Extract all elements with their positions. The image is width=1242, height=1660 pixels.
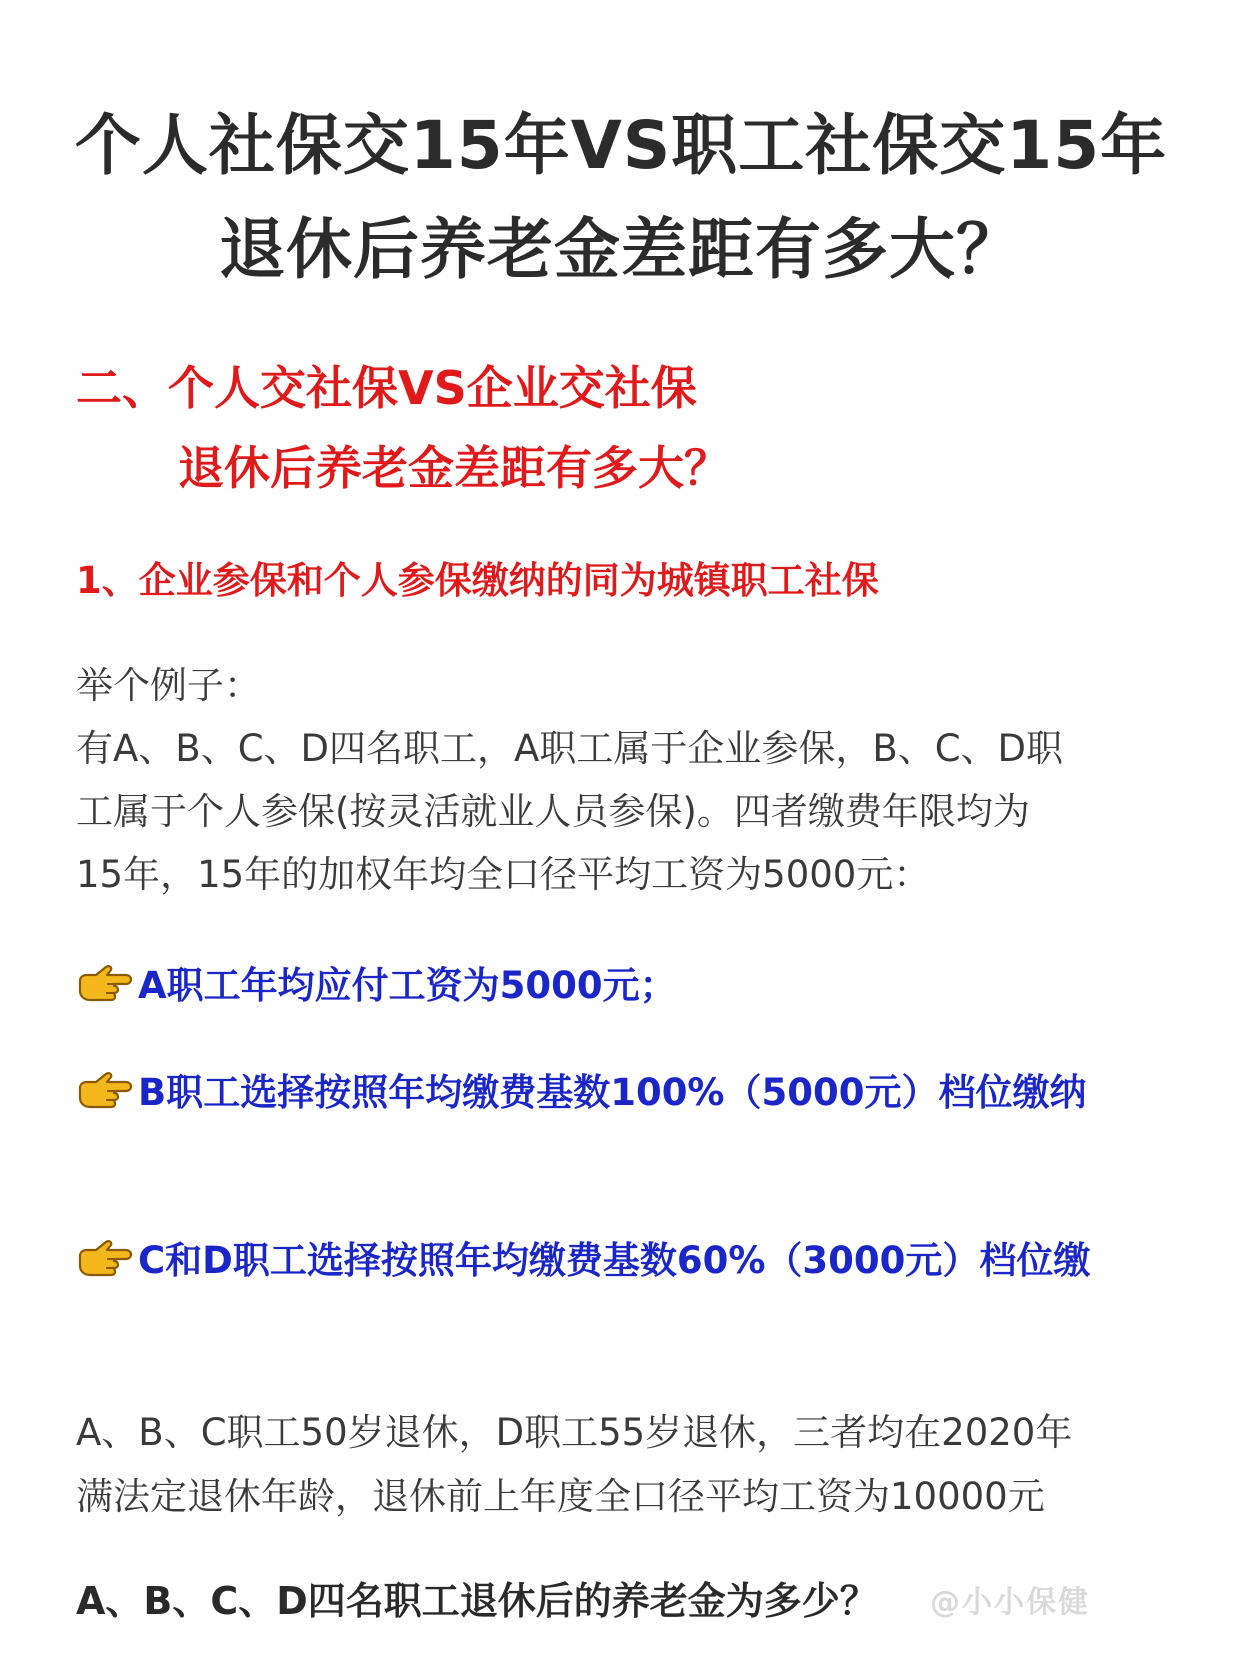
section-heading-line-1: 二、个人交社保VS企业交社保 xyxy=(76,361,697,415)
closing-question: A、B、C、D四名职工退休后的养老金为多少？ xyxy=(76,1579,878,1623)
bullet-text: A职工年均应付工资为5000元； xyxy=(138,964,677,1007)
watermark: @小小保健 xyxy=(930,1585,1090,1620)
bullet-text: C和D职工选择按照年均缴费基数60%（3000元）档位缴 xyxy=(138,1239,1091,1282)
example-line: 15年，15年的加权年均全口径平均工资为5000元： xyxy=(76,853,931,896)
page-title-line-2: 退休后养老金差距有多大？ xyxy=(219,211,1023,288)
pointing-hand-icon xyxy=(76,959,132,1005)
sub-heading: 1、企业参保和个人参保缴纳的同为城镇职工社保 xyxy=(76,559,879,602)
bullet-item-b xyxy=(76,1062,1087,1116)
pointing-hand-icon xyxy=(76,1066,132,1112)
example-line: 举个例子： xyxy=(76,664,261,707)
bullet-text: B职工选择按照年均缴费基数100%（5000元）档位缴纳 xyxy=(138,1071,1087,1114)
example-line: 工属于个人参保(按灵活就业人员参保)。四者缴费年限均为 xyxy=(76,790,1030,833)
section-heading-line-2: 退休后养老金差距有多大？ xyxy=(178,441,730,495)
bullet-item-a xyxy=(76,955,677,1009)
pointing-hand-icon xyxy=(76,1234,132,1280)
retirement-line: 满法定退休年龄，退休前上年度全口径平均工资为10000元 xyxy=(76,1475,1045,1518)
example-line: 有A、B、C、D四名职工，A职工属于企业参保，B、C、D职 xyxy=(76,727,1064,770)
page-title-line-1: 个人社保交15年VS职工社保交15年 xyxy=(74,107,1168,184)
bullet-item-c xyxy=(76,1230,1090,1284)
retirement-line: A、B、C职工50岁退休，D职工55岁退休，三者均在2020年 xyxy=(76,1411,1073,1454)
